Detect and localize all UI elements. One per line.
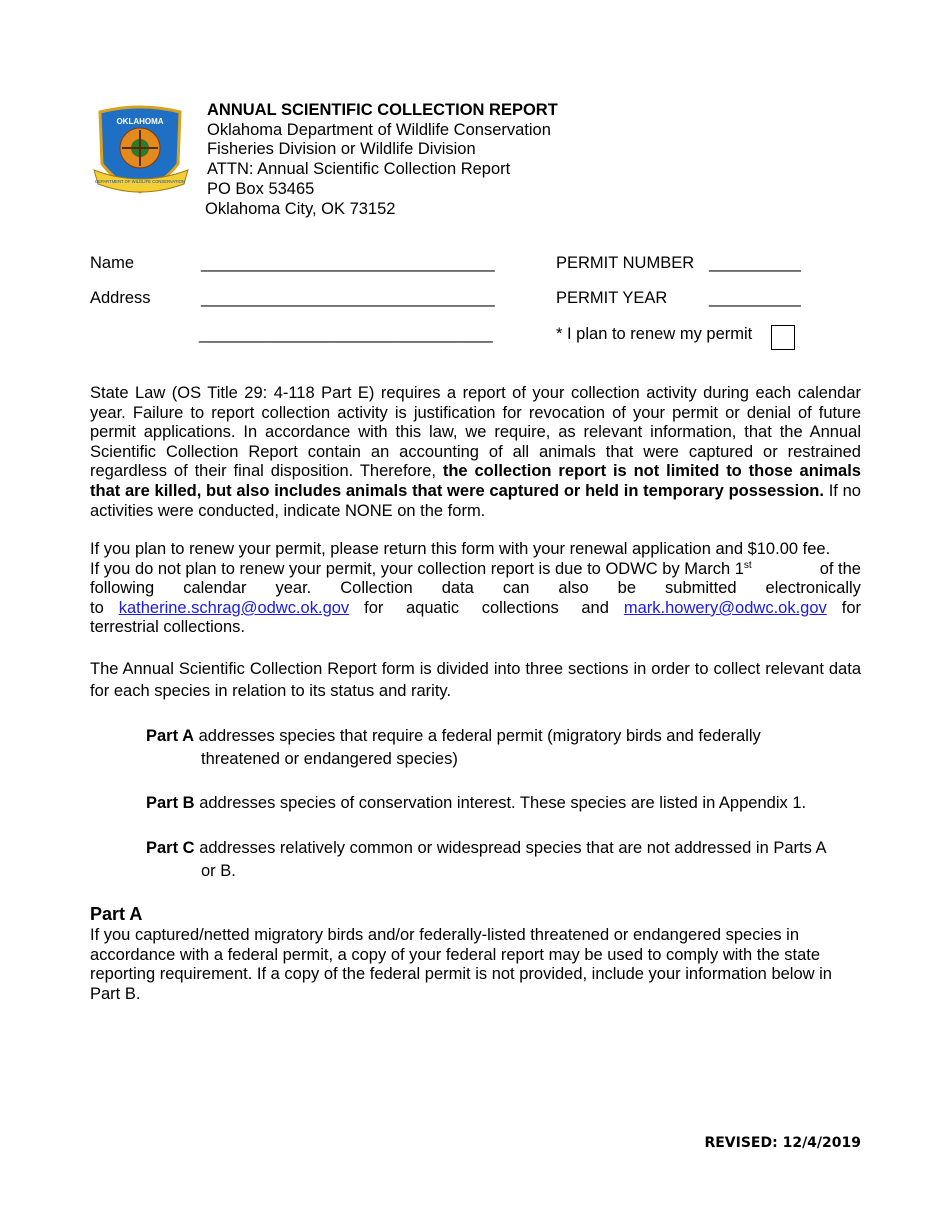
- permit-year-label: PERMIT YEAR: [556, 289, 668, 307]
- word: also: [558, 579, 589, 598]
- revised-date: REVISED: 12/4/2019: [704, 1135, 861, 1151]
- part-label: Part A: [146, 727, 194, 745]
- renewal-line: [90, 599, 861, 619]
- renewal-line: If you plan to renew your permit, please return this form with your renewal application and $10.00 fee.: [90, 540, 831, 558]
- renewal-line: [90, 560, 861, 580]
- word: for: [841, 598, 861, 617]
- header-line: ATTN: Annual Scientific Collection Report: [207, 160, 511, 179]
- part-text: addresses relatively common or widespread species that are not addressed in Parts A: [199, 839, 827, 857]
- address-label: Address: [90, 289, 151, 307]
- intro-paragraph: [90, 384, 861, 521]
- email-link-terrestrial[interactable]: mark.howery@odwc.ok.gov: [623, 598, 827, 617]
- permit-number-label: PERMIT NUMBER: [556, 254, 695, 272]
- renew-permit-label: * I plan to renew my permit: [556, 325, 753, 343]
- word: year.: [275, 579, 312, 598]
- word: data: [441, 579, 474, 598]
- report-header: [207, 101, 558, 219]
- ordinal-suffix: st: [743, 559, 752, 571]
- part-label: Part B: [146, 794, 195, 812]
- part-a-text: If you captured/netted migratory birds and/or federally-listed threatened or endangered species in accordance with a federal permit, a copy of your federal report may be used to comply with the state reporting requirement. If a copy of the federal permit is not provided, include your information below in Part B.: [90, 926, 832, 1003]
- renewal-line-part: If you do not plan to renew your permit, your collection report is due to ODWC by March 1: [90, 559, 744, 578]
- odwc-logo: [90, 104, 194, 196]
- renewal-line-end: of the: [819, 559, 861, 578]
- name-field[interactable]: ________________________________: [201, 254, 495, 272]
- address-field-line1[interactable]: ________________________________: [201, 289, 495, 307]
- renewal-line: terrestrial collections.: [90, 618, 245, 637]
- word: following: [90, 579, 155, 598]
- word: can: [502, 579, 530, 598]
- word: be: [617, 579, 637, 598]
- name-label: Name: [90, 254, 135, 272]
- renewal-line: [90, 579, 861, 599]
- logo-top-text: OKLAHOMA: [116, 117, 164, 126]
- renewal-paragraph: [90, 540, 861, 638]
- permit-number-field[interactable]: __________: [709, 254, 801, 272]
- renewal-line-text: [90, 560, 752, 580]
- sections-intro: The Annual Scientific Collection Report form is divided into three sections in order to collect relevant data for each species in relation to its status and rarity.: [90, 660, 861, 700]
- part-a-heading: Part A: [90, 904, 143, 924]
- permit-year-field[interactable]: __________: [709, 289, 801, 307]
- part-a-item: [146, 725, 861, 770]
- header-line: Oklahoma Department of Wildlife Conservation: [207, 120, 551, 139]
- report-title: ANNUAL SCIENTIFIC COLLECTION REPORT: [207, 101, 558, 119]
- word: Collection: [340, 579, 413, 598]
- intro-bold-text: the collection report is not limited to those animals that are killed, but also includes animals that were captured or held in temporary possession.: [90, 462, 861, 500]
- word: for aquatic collections and: [364, 598, 609, 617]
- header-line: Fisheries Division or Wildlife Division: [207, 140, 476, 159]
- header-line: Oklahoma City, OK 73152: [205, 199, 396, 218]
- logo-ribbon-text: DEPARTMENT OF WILDLIFE CONSERVATION: [95, 179, 185, 184]
- header-line: PO Box 53465: [207, 179, 315, 198]
- part-text: addresses species that require a federal permit (migratory birds and federally: [198, 727, 761, 745]
- email-link-aquatic[interactable]: katherine.schrag@odwc.ok.gov: [118, 598, 350, 617]
- word: to: [90, 598, 104, 617]
- word: submitted: [665, 579, 737, 598]
- word: electronically: [765, 579, 861, 598]
- part-text: or B.: [201, 861, 236, 880]
- word: calendar: [183, 579, 247, 598]
- renew-permit-checkbox[interactable]: [771, 325, 795, 350]
- intro-text-end: If no activities were conducted, indicate NONE on the form.: [90, 481, 861, 520]
- intro-text: State Law (OS Title 29: 4-118 Part E) requires a report of your collection activity during each calendar year. Failure to report collection activity is justification for revocation of your permit or denial of future permit applications. In accordance with this law, we require, as relevant information, that the Annual Scientific Collection Report contain an accounting of all animals that were captured or restrained regardless of their final disposition. Therefore,: [90, 384, 861, 481]
- part-label: Part C: [146, 839, 195, 857]
- address-field-line2[interactable]: ________________________________: [199, 325, 493, 343]
- part-text: addresses species of conservation interest. These species are listed in Appendix 1.: [199, 794, 807, 812]
- part-text: threatened or endangered species): [201, 749, 458, 768]
- part-c-item: [146, 837, 861, 882]
- part-b-item: [146, 792, 861, 815]
